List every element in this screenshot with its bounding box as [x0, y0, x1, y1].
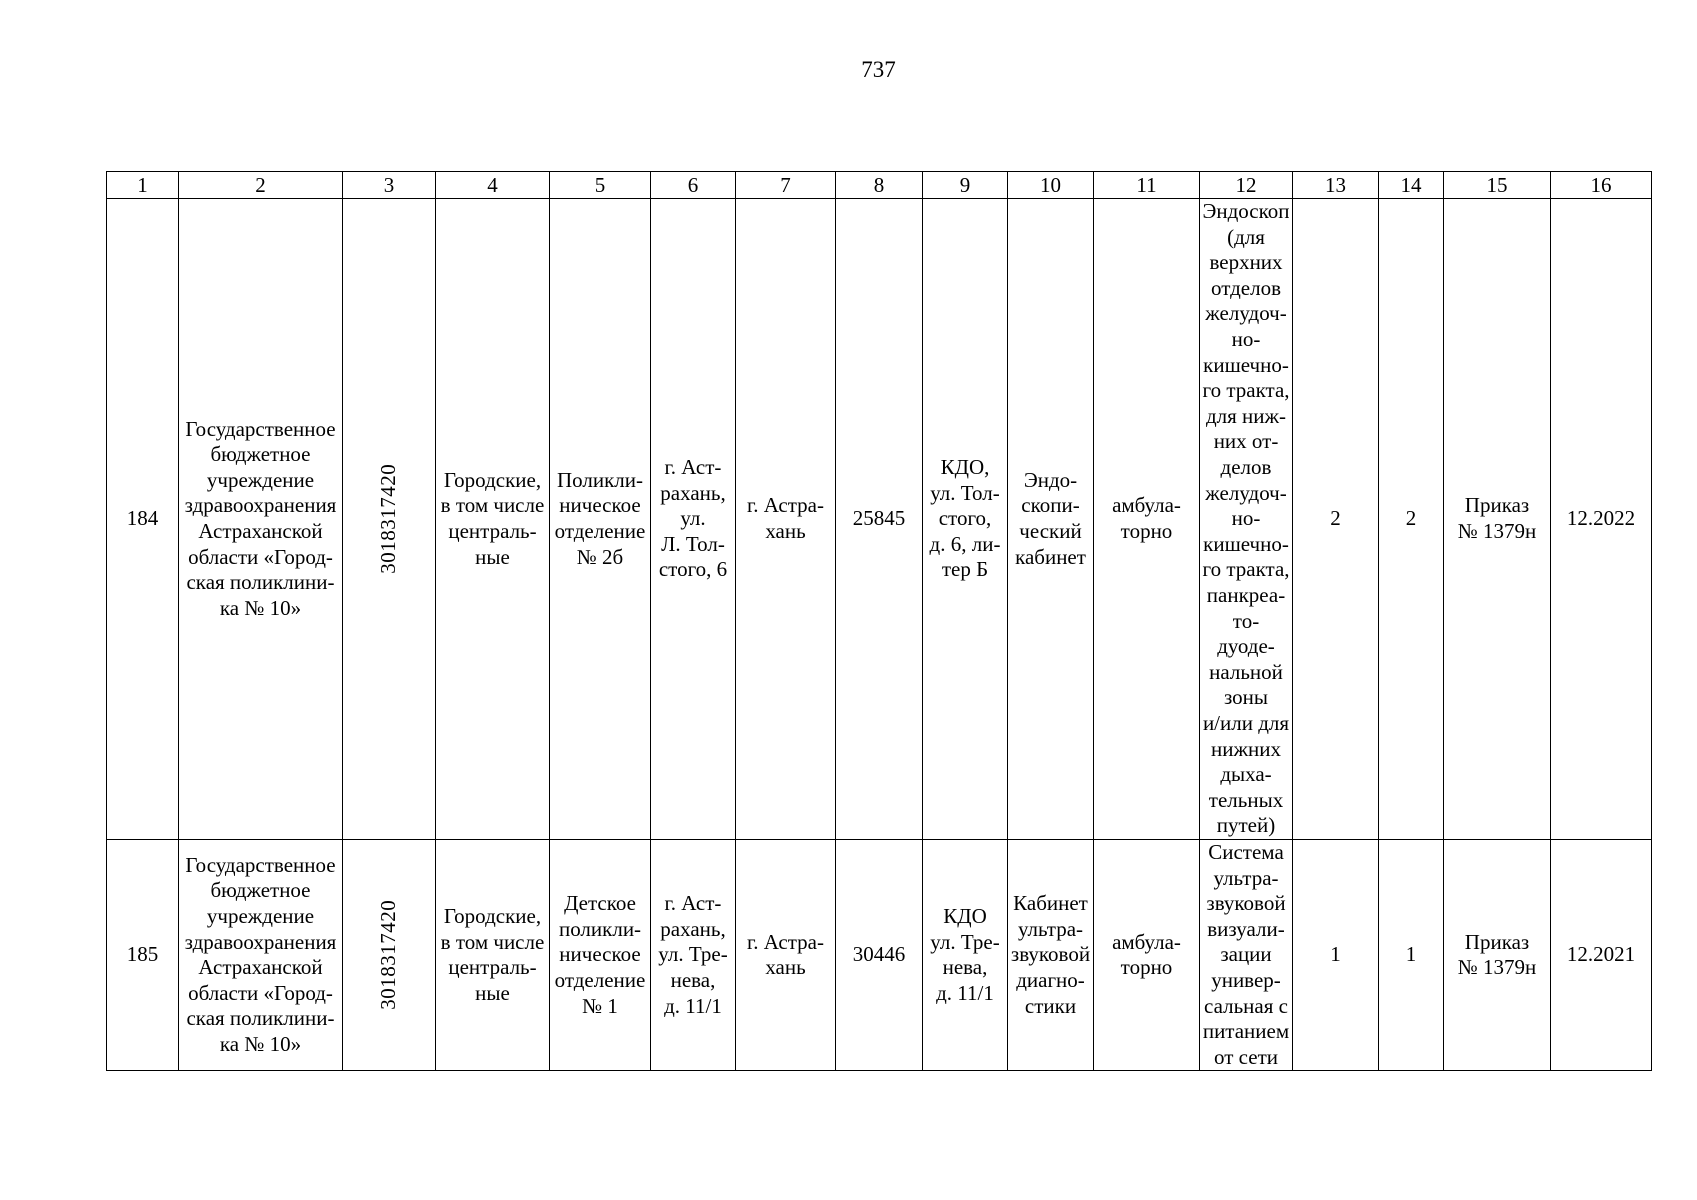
quantity-planned: 1	[1379, 840, 1444, 1071]
deadline-date: 12.2021	[1551, 840, 1652, 1071]
organization-name: Государственное бюджетное учреждение здравоохранения Астраханской области «Город- ская поликлини- ка № 10»	[179, 199, 343, 840]
deadline-date: 12.2022	[1551, 199, 1652, 840]
inn-cell	[343, 840, 436, 1071]
care-conditions: амбула- торно	[1094, 199, 1200, 840]
page-number: 737	[861, 57, 896, 82]
quantity-required: 2	[1293, 199, 1379, 840]
table-header-row	[107, 172, 1652, 199]
population-count: 30446	[836, 840, 923, 1071]
department-address: г. Аст- рахань, ул. Л. Тол- стого, 6	[651, 199, 736, 840]
department-name: Детское поликли- ническое отделение № 1	[550, 840, 651, 1071]
register-table	[106, 171, 1652, 1071]
organization-name: Государственное бюджетное учреждение здравоохранения Астраханской области «Город- ская поликлини- ка № 10»	[179, 840, 343, 1071]
column-number: 5	[550, 172, 651, 199]
column-number: 12	[1200, 172, 1293, 199]
care-conditions: амбула- торно	[1094, 840, 1200, 1071]
column-number: 16	[1551, 172, 1652, 199]
column-number: 3	[343, 172, 436, 199]
settlement-type: Городские, в том числе централь- ные	[436, 199, 550, 840]
column-number: 2	[179, 172, 343, 199]
legal-basis: Приказ № 1379н	[1444, 840, 1551, 1071]
row-index: 184	[107, 199, 179, 840]
legal-basis: Приказ № 1379н	[1444, 199, 1551, 840]
inn-value: 3018317420	[376, 900, 401, 1011]
inn-value: 3018317420	[376, 464, 401, 574]
column-number: 6	[651, 172, 736, 199]
row-index: 185	[107, 840, 179, 1071]
equipment-name: Эндоскоп (для верхних отделов желудоч- но- кишечно- го тракта, для ниж- них от- делов желудоч- но- кишечно- го тракта, панкреа- то- дуоде- нальной зоны и/или для нижних дыха- тельных путей)	[1200, 199, 1293, 840]
table-row	[107, 199, 1652, 840]
column-number: 4	[436, 172, 550, 199]
population-count: 25845	[836, 199, 923, 840]
column-number: 9	[923, 172, 1008, 199]
equipment-name: Система ультра- звуковой визуали- зации универ- сальная с питанием от сети	[1200, 840, 1293, 1071]
department-address: г. Аст- рахань, ул. Тре- нева, д. 11/1	[651, 840, 736, 1071]
column-number: 15	[1444, 172, 1551, 199]
quantity-required: 1	[1293, 840, 1379, 1071]
room-type: Кабинет ультра- звуковой диагно- стики	[1008, 840, 1094, 1071]
column-number: 10	[1008, 172, 1094, 199]
city: г. Астра- хань	[736, 199, 836, 840]
settlement-type: Городские, в том числе централь- ные	[436, 840, 550, 1071]
column-number: 7	[736, 172, 836, 199]
department-name: Поликли- ническое отделение № 2б	[550, 199, 651, 840]
unit-address: КДО, ул. Тол- стого, д. 6, ли- тер Б	[923, 199, 1008, 840]
column-number: 8	[836, 172, 923, 199]
column-number: 1	[107, 172, 179, 199]
unit-address: КДО ул. Тре- нева, д. 11/1	[923, 840, 1008, 1071]
table-row	[107, 840, 1652, 1071]
column-number: 11	[1094, 172, 1200, 199]
column-number: 13	[1293, 172, 1379, 199]
city: г. Астра- хань	[736, 840, 836, 1071]
quantity-planned: 2	[1379, 199, 1444, 840]
room-type: Эндо- скопи- ческий кабинет	[1008, 199, 1094, 840]
column-number: 14	[1379, 172, 1444, 199]
inn-cell	[343, 199, 436, 840]
